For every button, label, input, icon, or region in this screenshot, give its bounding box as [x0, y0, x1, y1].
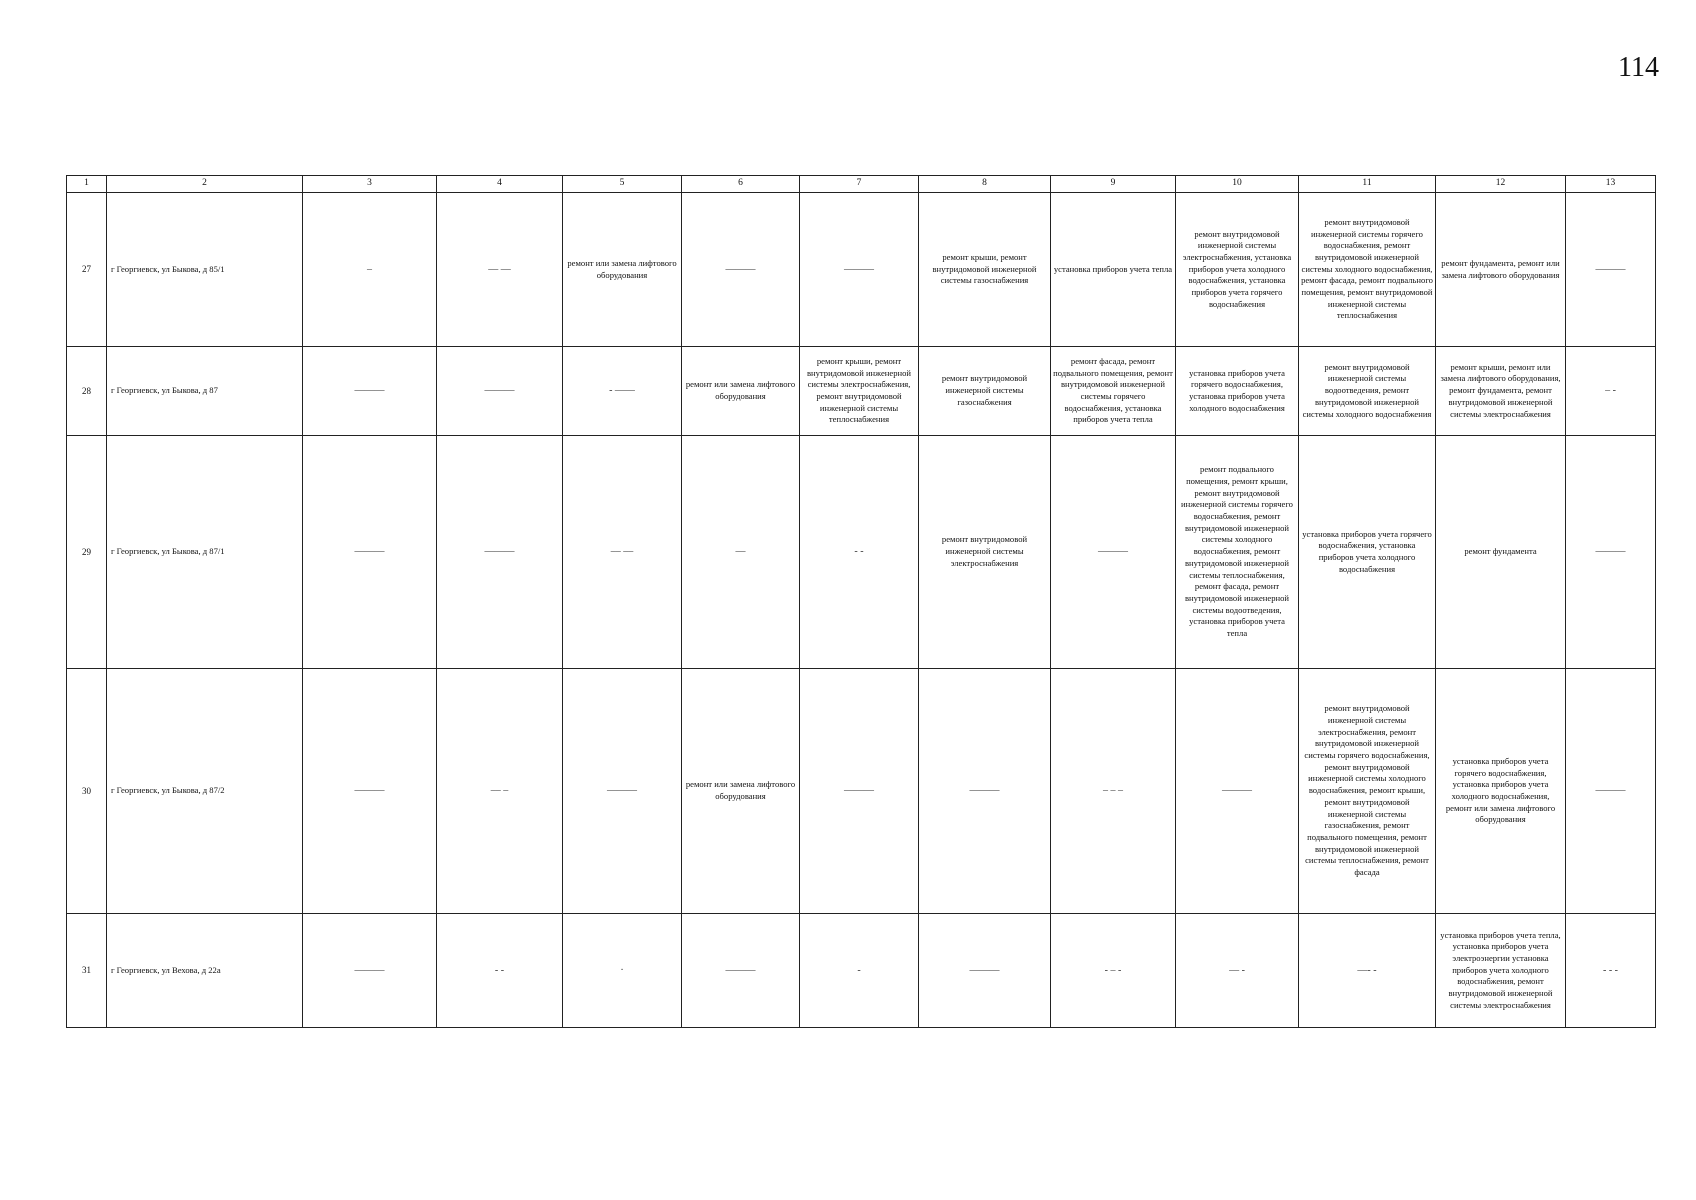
cell-col-5: · [563, 914, 682, 1028]
cell-col-10: ——— [1176, 669, 1299, 914]
table-row [67, 914, 1656, 1028]
address-cell: г Георгиевск, ул Быкова, д 87/1 [107, 436, 303, 669]
cell-col-6: — [682, 436, 800, 669]
cell-col-13: – - [1566, 347, 1656, 436]
cell-col-13: ——— [1566, 669, 1656, 914]
cell-col-11: ремонт внутридомовой инженерной системы водоотведения, ремонт внутридомовой инженерной системы холодного водоснабжения [1299, 347, 1436, 436]
cell-col-11: установка приборов учета горячего водоснабжения, установка приборов учета холодного водоснабжения [1299, 436, 1436, 669]
address-cell: г Георгиевск, ул Вехова, д 22а [107, 914, 303, 1028]
cell-col-3: ——— [303, 436, 437, 669]
cell-col-4: - - [437, 914, 563, 1028]
cell-col-7: ремонт крыши, ремонт внутридомовой инженерной системы электроснабжения, ремонт внутридомовой инженерной системы теплоснабжения [800, 347, 919, 436]
cell-col-10: установка приборов учета горячего водоснабжения, установка приборов учета холодного водоснабжения [1176, 347, 1299, 436]
cell-col-8: ——— [919, 914, 1051, 1028]
col-header-10: 10 [1176, 176, 1299, 193]
address-cell: г Георгиевск, ул Быкова, д 87/2 [107, 669, 303, 914]
col-header-7: 7 [800, 176, 919, 193]
cell-col-7: ——— [800, 193, 919, 347]
page-number: 114 [1618, 52, 1659, 83]
table-row [67, 193, 1656, 347]
cell-col-7: ——— [800, 669, 919, 914]
cell-col-9: ремонт фасада, ремонт подвального помещения, ремонт внутридомовой инженерной системы горячего водоснабжения, установка приборов учета тепла [1051, 347, 1176, 436]
cell-col-3: ——— [303, 669, 437, 914]
cell-col-4: ——— [437, 347, 563, 436]
table-row [67, 669, 1656, 914]
cell-col-7: - - [800, 436, 919, 669]
cell-col-6: ремонт или замена лифтового оборудования [682, 669, 800, 914]
cell-col-8: ремонт крыши, ремонт внутридомовой инженерной системы газоснабжения [919, 193, 1051, 347]
cell-col-10: ремонт подвального помещения, ремонт крыши, ремонт внутридомовой инженерной системы горячего водоснабжения, ремонт внутридомовой инженерной системы холодного водоснабжения, ремонт внутридомовой инженерной системы теплоснабжения, ремонт фасада, ремонт внутридомовой инженерной системы водоотведения, установка приборов учета тепла [1176, 436, 1299, 669]
cell-col-9: - – - [1051, 914, 1176, 1028]
cell-col-3: ——— [303, 347, 437, 436]
col-header-11: 11 [1299, 176, 1436, 193]
row-number: 27 [67, 193, 107, 347]
cell-col-12: установка приборов учета тепла, установка приборов учета электроэнергии установка приборов учета холодного водоснабжения, ремонт внутридомовой инженерной системы электроснабжения [1436, 914, 1566, 1028]
col-header-1: 1 [67, 176, 107, 193]
cell-col-6: ремонт или замена лифтового оборудования [682, 347, 800, 436]
cell-col-11: ремонт внутридомовой инженерной системы горячего водоснабжения, ремонт внутридомовой инженерной системы холодного водоснабжения, ремонт фасада, ремонт подвального помещения, ремонт внутридомовой инженерной системы теплоснабжения [1299, 193, 1436, 347]
cell-col-3: – [303, 193, 437, 347]
cell-col-8: ремонт внутридомовой инженерной системы электроснабжения [919, 436, 1051, 669]
cell-col-10: — - [1176, 914, 1299, 1028]
cell-col-12: ремонт фундамента, ремонт или замена лифтового оборудования [1436, 193, 1566, 347]
cell-col-12: установка приборов учета горячего водоснабжения, установка приборов учета холодного водоснабжения, ремонт или замена лифтового оборудования [1436, 669, 1566, 914]
col-header-12: 12 [1436, 176, 1566, 193]
cell-col-11: —- - [1299, 914, 1436, 1028]
col-header-2: 2 [107, 176, 303, 193]
row-number: 30 [67, 669, 107, 914]
col-header-5: 5 [563, 176, 682, 193]
col-header-9: 9 [1051, 176, 1176, 193]
cell-col-13: - - - [1566, 914, 1656, 1028]
cell-col-6: ——— [682, 914, 800, 1028]
repair-schedule-table [66, 175, 1656, 1028]
table-row [67, 347, 1656, 436]
cell-col-11: ремонт внутридомовой инженерной системы электроснабжения, ремонт внутридомовой инженерной системы горячего водоснабжения, ремонт внутридомовой инженерной системы холодного водоснабжения, ремонт крыши, ремонт внутридомовой инженерной системы газоснабжения, ремонт подвального помещения, ремонт внутридомовой инженерной системы теплоснабжения, ремонт фасада [1299, 669, 1436, 914]
col-header-8: 8 [919, 176, 1051, 193]
cell-col-4: — — [437, 193, 563, 347]
cell-col-5: ремонт или замена лифтового оборудования [563, 193, 682, 347]
cell-col-5: –– –– [563, 436, 682, 669]
cell-col-9: ——— [1051, 436, 1176, 669]
address-cell: г Георгиевск, ул Быкова, д 85/1 [107, 193, 303, 347]
cell-col-5: ——— [563, 669, 682, 914]
row-number: 28 [67, 347, 107, 436]
cell-col-12: ремонт крыши, ремонт или замена лифтового оборудования, ремонт фундамента, ремонт внутридомовой инженерной системы электроснабжения [1436, 347, 1566, 436]
col-header-4: 4 [437, 176, 563, 193]
cell-col-9: – – – [1051, 669, 1176, 914]
table-row [67, 436, 1656, 669]
row-number: 29 [67, 436, 107, 669]
header-row [67, 176, 1656, 193]
cell-col-6: ——— [682, 193, 800, 347]
cell-col-9: установка приборов учета тепла [1051, 193, 1176, 347]
cell-col-13: ——— [1566, 436, 1656, 669]
address-cell: г Георгиевск, ул Быкова, д 87 [107, 347, 303, 436]
col-header-6: 6 [682, 176, 800, 193]
row-number: 31 [67, 914, 107, 1028]
cell-col-4: ——— [437, 436, 563, 669]
col-header-3: 3 [303, 176, 437, 193]
cell-col-3: ——— [303, 914, 437, 1028]
cell-col-7: - [800, 914, 919, 1028]
cell-col-8: ——— [919, 669, 1051, 914]
cell-col-5: - —— [563, 347, 682, 436]
cell-col-4: –– – [437, 669, 563, 914]
col-header-13: 13 [1566, 176, 1656, 193]
cell-col-10: ремонт внутридомовой инженерной системы электроснабжения, установка приборов учета холодного водоснабжения, установка приборов учета горячего водоснабжения [1176, 193, 1299, 347]
cell-col-13: ——— [1566, 193, 1656, 347]
cell-col-12: ремонт фундамента [1436, 436, 1566, 669]
cell-col-8: ремонт внутридомовой инженерной системы газоснабжения [919, 347, 1051, 436]
